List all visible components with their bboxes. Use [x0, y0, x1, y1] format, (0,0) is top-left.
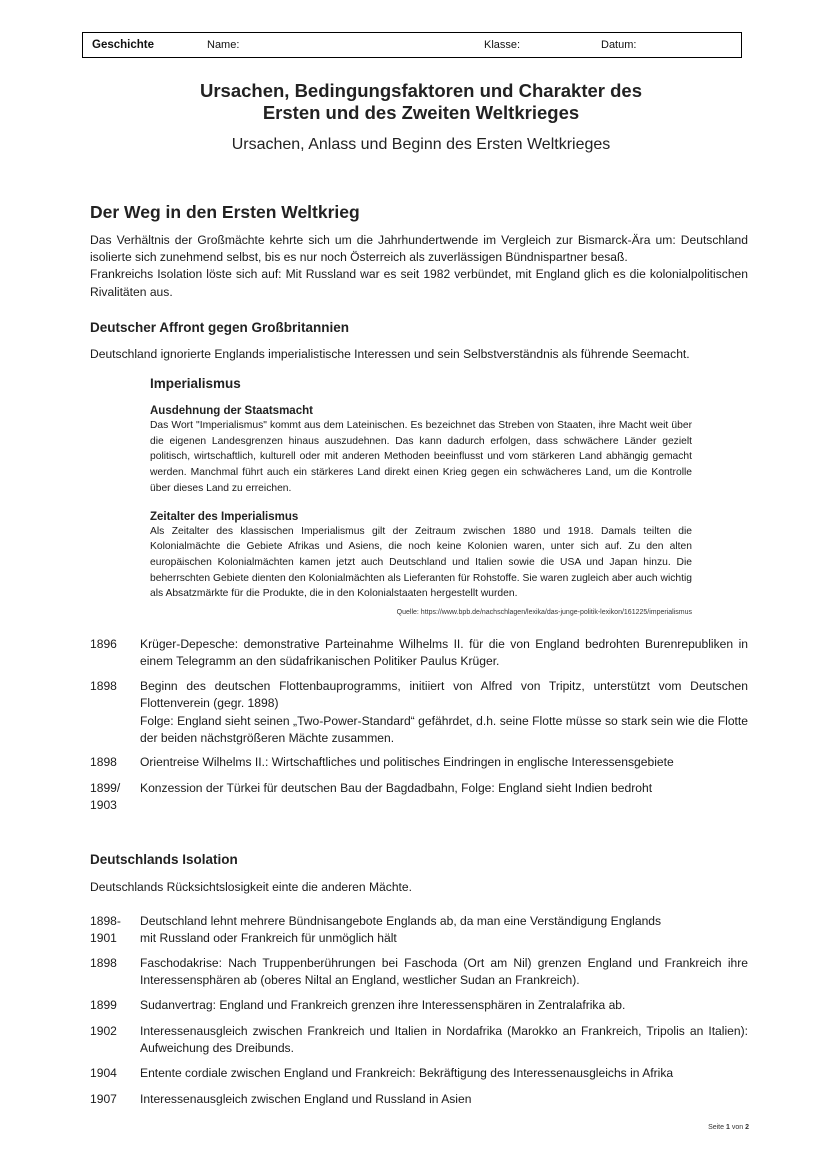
timeline-entry [90, 636, 748, 671]
name-field-label: Name: [207, 39, 240, 51]
page-number-of: von [731, 1124, 744, 1131]
timeline-text: Krüger-Depesche: demonstrative Parteinahme Wilhelms II. für die von England bedrohten Burenrepubliken in einem Telegramm an den südafrikanischen Politiker Paulus Krüger. [140, 637, 748, 669]
page-number-total: 2 [745, 1124, 749, 1131]
timeline-text: Entente cordiale zwischen England und Frankreich: Bekräftigung des Interessenausgleichs in Afrika [140, 1066, 674, 1080]
timeline-year [90, 780, 136, 815]
page-title-line-2: Ersten und des Zweiten Weltkrieges [262, 102, 580, 123]
info-box-text-staatsmacht: Das Wort "Imperialismus" kommt aus dem Lateinischen. Es bezeichnet das Streben von Staaten, ihre Macht weit über die eigenen Landesgrenzen hinaus auszudehnen. Das kann dadurch erfolgen, dass schwächere Länder gezielt politisch, wirtschaftlich, kulturell oder mit anderen Methoden beeinflusst und vom stärkeren Land abhängig gemacht werden. Manchmal führt auch ein stärkeres Land direkt einen Krieg gegen ein schwächeres Land, um die Kontrolle über dieses Land zu erreichen. [150, 420, 692, 494]
timeline-entry [90, 997, 748, 1014]
page-title [82, 80, 760, 124]
imperialismus-info-box [150, 371, 692, 616]
timeline-text: Konzession der Türkei für deutschen Bau der Bagdadbahn, Folge: England sieht Indien bedroht [140, 781, 653, 795]
info-box-source: Quelle: https://www.bpb.de/nachschlagen/lexika/das-junge-politik-lexikon/161225/imperialismus [396, 609, 692, 617]
timeline-entry [90, 754, 748, 771]
timeline-entry [90, 678, 748, 748]
info-box-subheading-zeitalter: Zeitalter des Imperialismus [150, 510, 299, 523]
section-affront-intro: Deutschland ignorierte Englands imperialistische Interessen und sein Selbstverständnis als führende Seemacht. [90, 347, 690, 361]
subject-label: Geschichte [92, 39, 154, 51]
timeline-text: Sudanvertrag: England und Frankreich grenzen ihre Interessensphären in Zentralafrika ab. [140, 998, 626, 1012]
page-subtitle: Ursachen, Anlass und Beginn des Ersten Weltkrieges [231, 136, 611, 153]
timeline-text: Faschodakrise: Nach Truppenberührungen bei Faschoda (Ort am Nil) grenzen England und Frankreich ihre Interessensphären ab (oberes Niltal an England, westlicher Sudan an Frankreich). [140, 956, 748, 988]
worksheet-header [82, 32, 742, 58]
timeline-year: 1899 [90, 998, 117, 1012]
date-field-label: Datum: [601, 39, 637, 51]
timeline-text: Interessenausgleich zwischen Frankreich und Italien in Nordafrika (Marokko an Frankreich, Tripolis an Italien): Aufweichung des Dreibunds. [140, 1024, 748, 1056]
timeline-entry [90, 913, 748, 948]
timeline-year-line: 1899/ [90, 781, 121, 795]
section-heading-isolation: Deutschlands Isolation [90, 852, 238, 867]
timeline-year-line: 1898- [90, 914, 121, 928]
timeline-text-folge: Folge: England sieht seinen „Two-Power-Standard“ gefährdet, d.h. seine Flotte müsse so stark sein wie die Flotte der beiden nächstgrößeren Mächte zusammen. [140, 713, 748, 746]
page-number-current: 1 [725, 1124, 730, 1131]
timeline-year: 1898 [90, 755, 117, 769]
timeline-year-line: 1903 [90, 798, 117, 813]
timeline-text-line: Beginn des deutschen Flottenbauprogramms, initiiert von Alfred von Tripitz, unterstützt vom Deutschen Flottenverein (gegr. 1898) [140, 679, 748, 711]
timeline-text-line: mit Russland oder Frankreich für unmöglich hält [140, 931, 397, 946]
info-box-title: Imperialismus [150, 376, 241, 391]
timeline-entry [90, 1023, 748, 1058]
timeline-year: 1896 [90, 637, 117, 651]
timeline-year: 1907 [90, 1092, 117, 1106]
section-heading-weg: Der Weg in den Ersten Weltkrieg [90, 202, 360, 222]
section-heading-affront: Deutscher Affront gegen Großbritannien [90, 320, 350, 335]
timeline-text [140, 678, 748, 748]
timeline-year: 1904 [90, 1066, 117, 1080]
page-title-line-1: Ursachen, Bedingungsfaktoren und Charakter des [199, 80, 643, 101]
page-number-prefix: Seite [708, 1124, 725, 1131]
timeline-year: 1902 [90, 1024, 117, 1038]
section-weg-text [90, 232, 748, 301]
timeline-year [90, 913, 136, 948]
section-isolation-intro: Deutschlands Rücksichtslosigkeit einte die anderen Mächte. [90, 880, 413, 894]
class-field-label: Klasse: [484, 39, 521, 51]
timeline-text: Orientreise Wilhelms II.: Wirtschaftliches und politisches Eindringen in englische Interessensgebiete [140, 755, 674, 769]
timeline-entry [90, 780, 748, 813]
timeline-year: 1898 [90, 956, 117, 970]
paragraph-verhaeltnis: Das Verhältnis der Großmächte kehrte sich um die Jahrhundertwende im Vergleich zur Bismarck-Ära um: Deutschland isolierte sich zunehmend selbst, bis es nur noch Österreich als zuverlässigen Bündnispartner besaß. [90, 233, 748, 265]
info-box-subheading-staatsmacht: Ausdehnung der Staatsmacht [150, 405, 313, 417]
page-number [708, 1124, 749, 1131]
timeline-text: Interessenausgleich zwischen England und Russland in Asien [140, 1092, 472, 1106]
timeline-text-line: Deutschland lehnt mehrere Bündnisangebote Englands ab, da man eine Verständigung Englands [140, 914, 662, 928]
timeline-entry [90, 1065, 748, 1082]
timeline-year: 1898 [90, 679, 117, 693]
timeline-year-line: 1901 [90, 931, 117, 946]
paragraph-frankreich: Frankreichs Isolation löste sich auf: Mit Russland war es seit 1982 verbündet, mit England glich es die kolonialpolitischen Rivalitäten aus. [90, 267, 748, 299]
info-box-text-zeitalter: Als Zeitalter des klassischen Imperialismus gilt der Zeitraum zwischen 1880 und 1918. Damals teilten die Kolonialmächte die Gebiete Afrikas und Asiens, die noch keine Kolonien waren, unter sich auf. Zu den alten europäischen Kolonialmächten kamen jetzt auch Deutschland und Italien sowie die USA und Japan hinzu. Die beherrschten Gebiete dienten den Kolonialmächten als Lieferanten für Rohstoffe. Sie waren zugleich aber auch wichtig als Absatzmärkte für die Produkte, die in den Kolonialstaaten hergestellt wurden. [150, 525, 692, 600]
timeline-text [140, 913, 748, 948]
timeline-entry [90, 955, 748, 990]
timeline-entry [90, 1091, 748, 1108]
